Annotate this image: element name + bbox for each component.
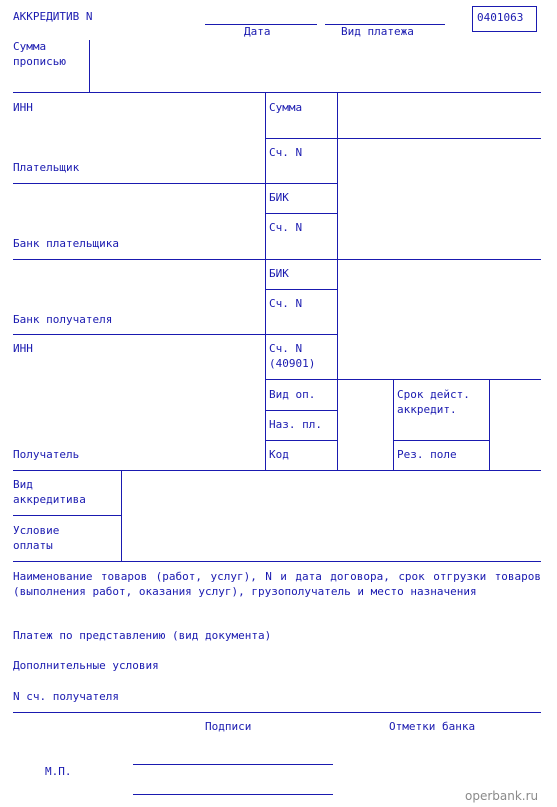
presentation-label: Платеж по представлению (вид документа) (13, 629, 272, 642)
line-v-337-bottom (337, 334, 338, 470)
line-v-337-bik1 (337, 183, 338, 259)
line-h-138 (337, 138, 541, 139)
payment-type-label: Вид платежа (341, 25, 414, 38)
goods-description: Наименование товаров (работ, услуг), N и дата договора, срок отгрузки товаров (выполнения работ, оказания услуг), грузополучатель и место назначения (13, 570, 541, 598)
amount-words-divider (89, 40, 90, 92)
line-h-379 (265, 379, 541, 380)
credit-type-label-2: аккредитива (13, 493, 86, 506)
credit-type-label-1: Вид (13, 478, 33, 491)
signature-line-1 (133, 764, 333, 765)
line-h-470 (13, 470, 541, 471)
recipient-account-code: (40901) (269, 357, 316, 370)
line-v-393 (393, 379, 394, 470)
payment-condition-label-1: Условие (13, 524, 60, 537)
signature-line-2 (133, 794, 333, 795)
line-v-489 (489, 379, 490, 470)
form-code: 0401063 (477, 11, 524, 24)
recipient-inn-label: ИНН (13, 342, 33, 355)
validity-label-1: Срок дейст. (397, 388, 470, 401)
amount-words-label-2: прописью (13, 55, 66, 68)
payer-label: Плательщик (13, 161, 80, 174)
recipient-bank-label: Банк получателя (13, 313, 113, 326)
line-h-259 (13, 259, 541, 260)
stamp-label: М.П. (45, 765, 72, 778)
payer-bank-label: Банк плательщика (13, 237, 119, 250)
recipient-account-number-label: N сч. получателя (13, 690, 119, 703)
payer-account-label: Сч. N (269, 146, 303, 159)
payer-amount-label: Сумма (269, 101, 303, 114)
code-label: Код (269, 448, 289, 461)
recipient-bank-account-label: Сч. N (269, 297, 303, 310)
payer-bank-account-label: Сч. N (269, 221, 303, 234)
validity-label-2: аккредит. (397, 403, 457, 416)
line-v-265 (265, 92, 266, 470)
operation-type-label: Вид оп. (269, 388, 316, 401)
bank-marks-label: Отметки банка (389, 720, 476, 733)
recipient-account-label: Сч. N (269, 342, 303, 355)
form-title: АККРЕДИТИВ N (13, 10, 93, 23)
payment-purpose-label: Наз. пл. (269, 418, 322, 431)
watermark: operbank.ru (465, 789, 539, 803)
line-h-213 (265, 213, 337, 214)
line-v-337-bik2 (337, 259, 338, 334)
payer-inn-label: ИНН (13, 101, 33, 114)
line-h-712 (13, 712, 541, 713)
line-h-410 (265, 410, 337, 411)
signatures-label: Подписи (205, 720, 252, 733)
payer-bank-bik-label: БИК (269, 191, 289, 204)
recipient-label: Получатель (13, 448, 80, 461)
line-v-337-top (337, 92, 338, 183)
line-h-289 (265, 289, 337, 290)
line-h-515 (13, 515, 121, 516)
line-h-334 (13, 334, 337, 335)
line-v-121 (121, 470, 122, 561)
date-label: Дата (244, 25, 271, 38)
line-h-440 (265, 440, 337, 441)
payment-condition-label-2: оплаты (13, 539, 53, 552)
line-h-183 (13, 183, 337, 184)
amount-words-label-1: Сумма (13, 40, 47, 53)
reserve-field-label: Рез. поле (397, 448, 457, 461)
line-h-138-inner (265, 138, 337, 139)
line-h-92 (13, 92, 541, 93)
line-h-440-right (393, 440, 489, 441)
additional-conditions-label: Дополнительные условия (13, 659, 159, 672)
line-h-561 (13, 561, 541, 562)
recipient-bank-bik-label: БИК (269, 267, 289, 280)
